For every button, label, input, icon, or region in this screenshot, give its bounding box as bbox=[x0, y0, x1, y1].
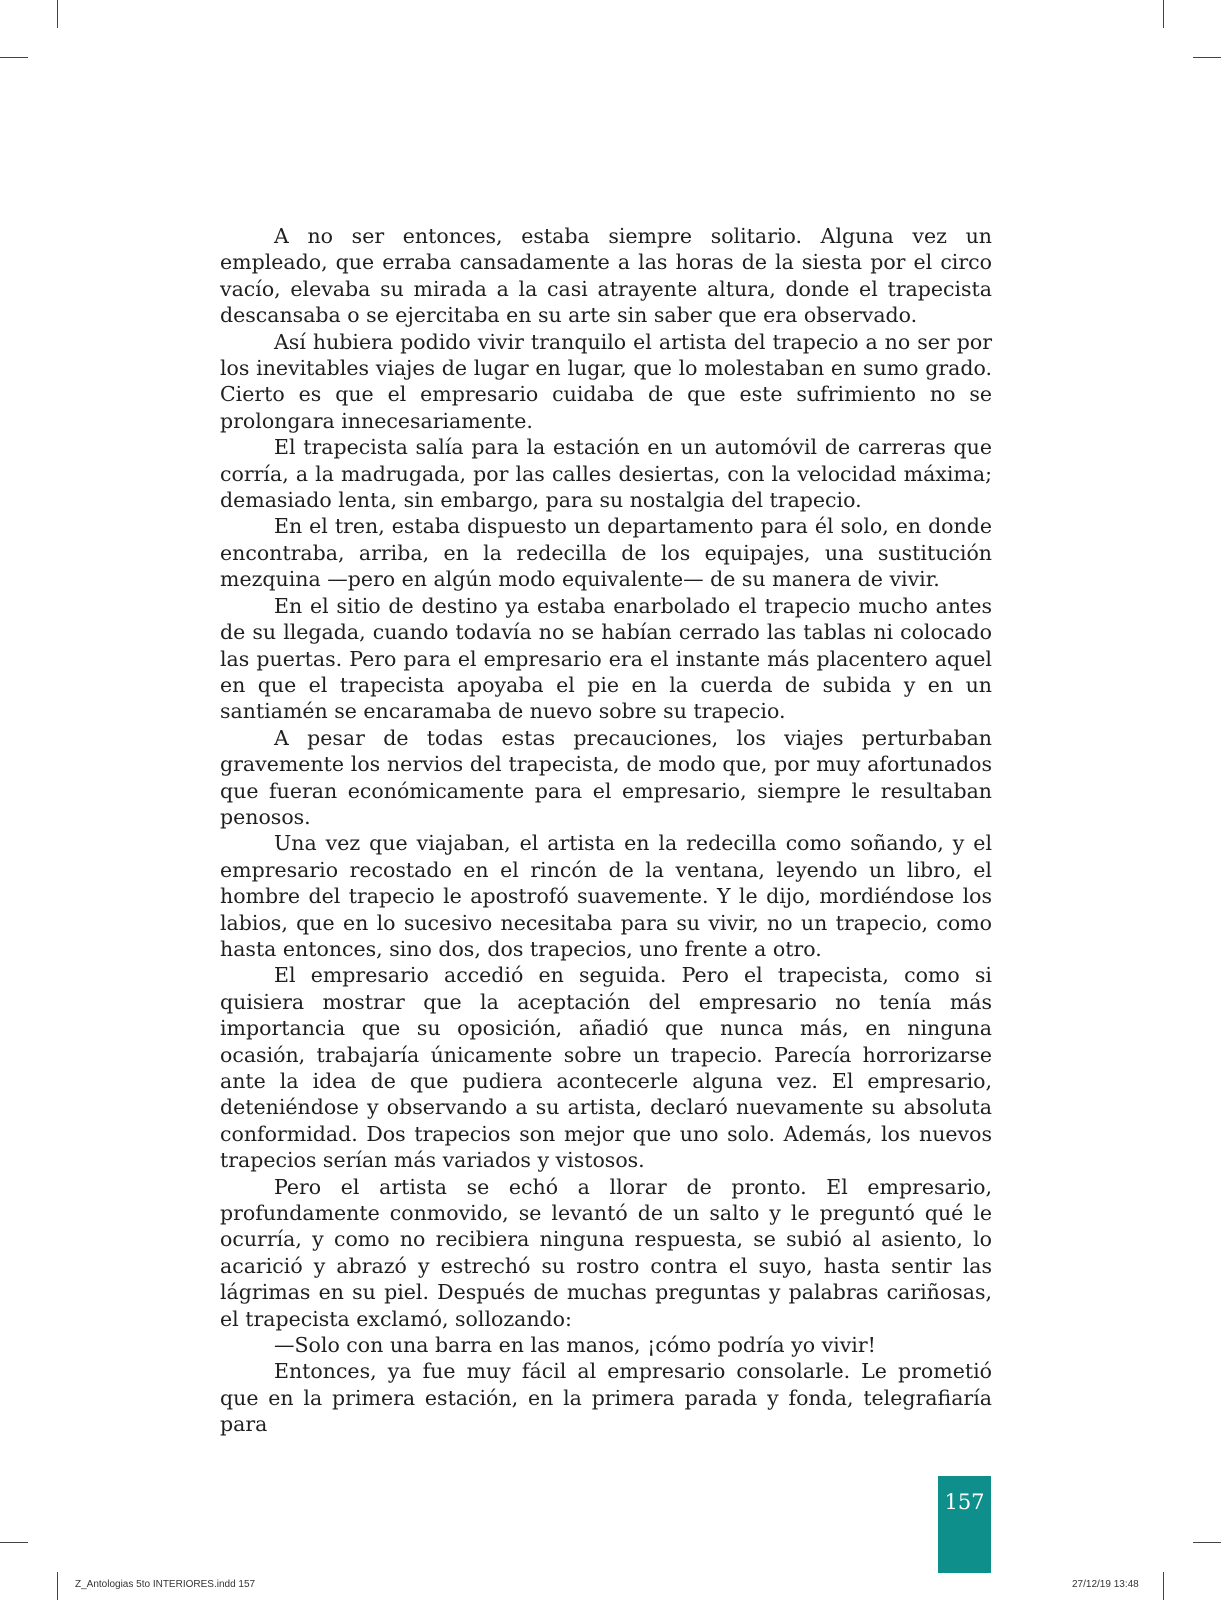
crop-mark-left-bottom bbox=[0, 1542, 28, 1543]
paragraph: A no ser entonces, estaba siempre solitario. Alguna vez un empleado, que erraba cansadamente a las horas de la siesta por el circo vacío, elevaba su mirada a la casi atrayente altura, donde el trapecista descansaba o se ejercitaba en su arte sin saber que era observado. bbox=[220, 224, 992, 328]
paragraph: En el tren, estaba dispuesto un departamento para él solo, en donde encontraba, arriba, en la redecilla de los equipajes, una sustitución mezquina —pero en algún modo equivalente— de su manera de vivir. bbox=[220, 514, 992, 592]
crop-mark-right-bottom bbox=[1193, 1542, 1221, 1543]
paragraph: Entonces, ya fue muy fácil al empresario consolarle. Le prometió que en la primera estación, en la primera parada y fonda, telegrafiaría para bbox=[220, 1359, 992, 1437]
crop-mark-top-right bbox=[1163, 0, 1164, 28]
crop-mark-top-left bbox=[57, 0, 58, 28]
paragraph: El empresario accedió en seguida. Pero el trapecista, como si quisiera mostrar que la aceptación del empresario no tenía más importancia que su oposición, añadió que nunca más, en ninguna ocasión, trabajaría únicamente sobre un trapecio. Parecía horrorizarse ante la idea de que pudiera acontecerle alguna vez. El empresario, deteniéndose y observando a su artista, declaró nuevamente su absoluta conformidad. Dos trapecios son mejor que uno solo. Además, los nuevos trapecios serían más variados y vistosos. bbox=[220, 963, 992, 1173]
paragraph: A pesar de todas estas precauciones, los viajes perturbaban gravemente los nervios del trapecista, de modo que, por muy afortunados que fueran económicamente para el empresario, siempre le resultaban penosos. bbox=[220, 725, 992, 829]
paragraph: —Solo con una barra en las manos, ¡cómo podría yo vivir! bbox=[274, 1333, 876, 1358]
crop-mark-bottom-right bbox=[1163, 1572, 1164, 1600]
paragraph: El trapecista salía para la estación en un automóvil de carreras que corría, a la madrugada, por las calles desiertas, con la velocidad máxima; demasiado lenta, sin embargo, para su nostalgia del trapecio. bbox=[220, 435, 992, 513]
paragraph: Una vez que viajaban, el artista en la redecilla como soñando, y el empresario recostado en el rincón de la ventana, leyendo un libro, el hombre del trapecio le apostrofó suavemente. Y le dijo, mordiéndose los labios, que en lo sucesivo necesitaba para su vivir, no un trapecio, como hasta entonces, sino dos, dos trapecios, uno frente a otro. bbox=[220, 831, 992, 961]
crop-mark-right-top bbox=[1193, 57, 1221, 58]
crop-mark-bottom-left bbox=[57, 1572, 58, 1600]
page-number: 157 bbox=[938, 1476, 991, 1573]
crop-mark-left-top bbox=[0, 57, 28, 58]
paragraph: Así hubiera podido vivir tranquilo el artista del trapecio a no ser por los inevitables viajes de lugar en lugar, que lo molestaban en sumo grado. Cierto es que el empresario cuidaba de que este sufrimiento no se prolongara innecesariamente. bbox=[220, 329, 992, 433]
slug-filename: Z_Antologias 5to INTERIORES.indd 157 bbox=[75, 1579, 256, 1590]
body-text bbox=[220, 223, 992, 1438]
slug-timestamp: 27/12/19 13:48 bbox=[1072, 1579, 1139, 1590]
paragraph: En el sitio de destino ya estaba enarbolado el trapecio mucho antes de su llegada, cuando todavía no se habían cerrado las tablas ni colocado las puertas. Pero para el empresario era el instante más placentero aquel en que el trapecista apoyaba el pie en la cuerda de subida y en un santiamén se encaramaba de nuevo sobre su trapecio. bbox=[220, 593, 992, 724]
paragraph: Pero el artista se echó a llorar de pronto. El empresario, profundamente conmovido, se levantó de un salto y le preguntó qué le ocurría, y como no recibiera ninguna respuesta, se subió al asiento, lo acarició y abrazó y estrechó su rostro contra el suyo, hasta sentir las lágrimas en su piel. Después de muchas preguntas y palabras cariñosas, el trapecista exclamó, sollozando: bbox=[220, 1174, 992, 1331]
